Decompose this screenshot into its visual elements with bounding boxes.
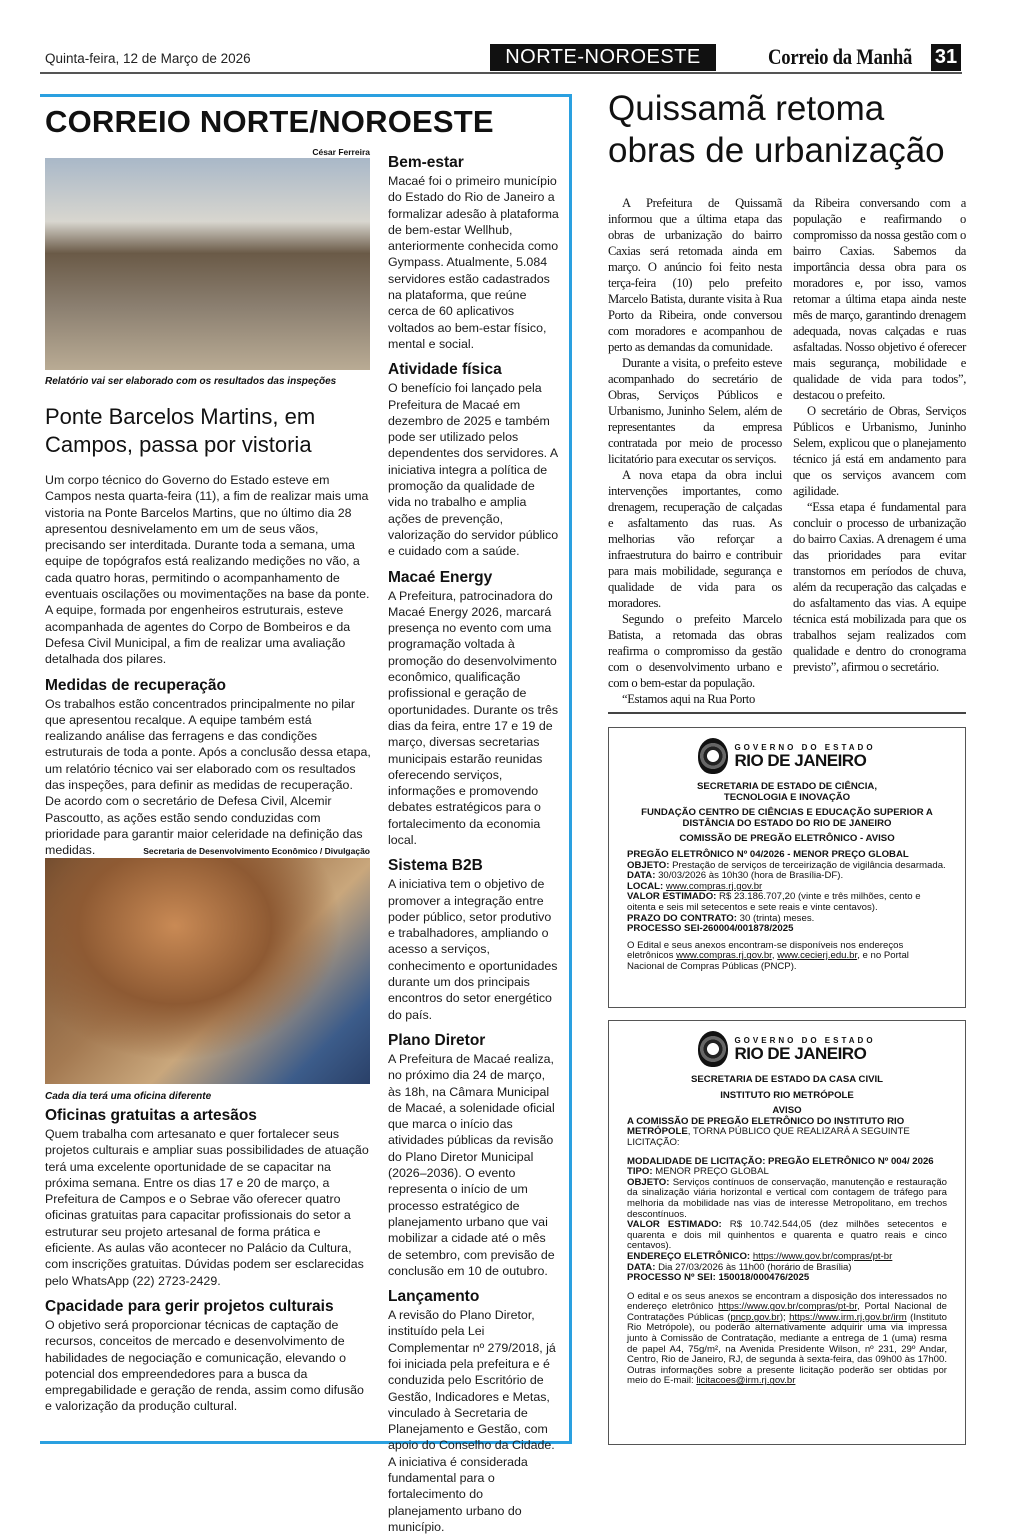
paragraph: Segundo o prefeito Marcelo Batista, a retomada das obras reafirma o compromisso da gestão com o desenvolvimento urbano e com o bem-estar da população. — [608, 612, 782, 690]
notice-line: AVISO — [772, 1105, 802, 1117]
section-label: NORTE-NOROESTE — [490, 44, 716, 71]
subheading: Cpacidade para gerir projetos culturais — [45, 1297, 334, 1315]
label: DATA: — [627, 1261, 656, 1273]
link[interactable]: https://www.gov.br/compras/pt-br — [718, 1301, 858, 1313]
link[interactable]: https://www.irm.rj.gov.br/irm — [789, 1311, 907, 1323]
subheading: Sistema B2B — [388, 857, 483, 875]
paragraph: “Estamos aqui na Rua Porto — [622, 692, 755, 706]
article-headline: Quissamã retoma obras de urbanização — [608, 89, 945, 170]
article-divider — [608, 712, 966, 714]
article-column — [793, 195, 966, 675]
paragraph: Os trabalhos estão concentrados principalmente no pilar que apresentou recalque. A equipe também está realizando análise das ferragens e das condições estruturais de toda a ponte. Após a conclusão dessa etapa, um relatório técnico vai ser elaborado com os resultados das inspeções, para definir as medidas de recuperação. De acordo com o secretário de Defesa Civil, Alcemir Pascoutto, as ações estão sendo conduzidas com prioridade para garantir maior celeridade na definição das medidas. — [45, 696, 371, 858]
intro: , TORNA PÚBLICO QUE REALIZARÁ A SEGUINTE LICITAÇÃO: — [627, 1126, 910, 1148]
notice-line: COMISSÃO DE PREGÃO ELETRÔNICO - AVISO — [679, 833, 895, 845]
logo-main: RIO DE JANEIRO — [734, 751, 867, 771]
section-top-rule — [40, 94, 572, 97]
link[interactable]: pncp.gov.br — [730, 1311, 780, 1323]
value: Prestação de serviços de terceirização de vigilância desarmada. — [669, 859, 946, 871]
pregao: PREGÃO ELETRÔNICO Nº 04/2026 - MENOR PREÇO GLOBAL — [627, 848, 909, 860]
subheading: Plano Diretor — [388, 1031, 486, 1049]
article-body — [45, 1106, 371, 1415]
state-seal-icon — [698, 738, 728, 774]
text: (Instituto Rio Metrópole), ou poderão alternativamente adquirir uma via impressa junto à Comissão de Contratação, mediante a entrega de 1 (uma) resma de papel A4, 75g/m², na Avenida Presidente Wilson, nº 231, 29º Andar, Centro, Rio de Janeiro, RJ, de segunda à sexta-feira, das 09h00 às 17h00. Outras informações sobre a presente licitação poderão ser obtidas por meio do E-mail: — [627, 1311, 947, 1387]
article-column — [608, 195, 782, 707]
subheading: Lançamento — [388, 1288, 480, 1306]
paragraph: Durante a visita, o prefeito esteve acompanhado do secretário de Obras, Serviços Públicos e Urbanismo, Juninho Selem, além de representantes da empresa contratada por meio de processo licitatório para executar os serviços. — [608, 356, 782, 466]
paragraph: A revisão do Plano Diretor, instituído pela Lei Complementar nº 279/2018, já foi iniciada pela prefeitura e é conduzida pelo Escritório de Gestão, Indicadores e Metas, vinculado à Secretaria de Planejamento e Gestão, com apoio do Conselho da Cidade. A iniciativa é considerada fundamental para o fortalecimento do planejamento urbano do município. — [388, 1308, 556, 1534]
processo: PROCESSO Nº SEI: 150018/000476/2025 — [627, 1272, 810, 1284]
modalidade: MODALIDADE DE LICITAÇÃO: PREGÃO ELETRÔNICO Nº 004/ 2026 — [627, 1155, 934, 1167]
label: PRAZO DO CONTRATO: — [627, 912, 737, 924]
value: R$ 23.186.707,20 (vinte e três milhões, cento e oitenta e seis mil setecentos e sete reais e vinte centavos). — [627, 891, 921, 913]
page-number: 31 — [931, 44, 961, 71]
paragraph: O secretário de Obras, Serviços Públicos e Urbanismo, Juninho Selem, explicou que o planejamento técnico já está em andamento para que os serviços avancem com agilidade. — [793, 404, 966, 498]
paragraph: Quem trabalha com artesanato e quer fortalecer seus projetos culturais e ampliar suas possibilidades de atuação terá uma excelente oportunidade de se capacitar na próxima semana. Entre os dias 17 e 20 de março, a Prefeitura de Campos e o Sebrae vão oferecer quatro oficinas gratuitas para capacitar profissionais do setor a estruturar seu projeto artesanal de forma prática e eficiente. As aulas vão acontecer no Palácio da Cultura, com inscrições gratuitas. Dúvidas podem ser esclarecidas pelo WhatsApp (22) 2723-2429. — [45, 1127, 369, 1288]
paragraph: “Essa etapa é fundamental para concluir o processo de urbanização do bairro Caxias. A drenagem é uma das prioridades para evitar transtornos em períodos de chuva, além da recuperação das calçadas e do asfaltamento das vias. A equipe técnica está mobilizada para que os trabalhos sejam realizados com qualidade e dentro do cronograma previsto”, afirmou o secretário. — [793, 500, 966, 674]
paragraph: da Ribeira conversando com a população e reafirmando o compromisso da nossa gestão com o bairro Caxias. Sabemos da importância dessa obra para os moradores e, por isso, vamos retomar a última etapa ainda neste mês de março, garantindo drenagem adequada, novas calçadas e ruas asfaltadas. Nosso objetivo é oferecer mais segurança, mobilidade e qualidade de vida para todos”, destacou o prefeito. — [793, 196, 966, 402]
article-body — [45, 472, 371, 859]
value: MENOR PREÇO GLOBAL — [652, 1166, 769, 1178]
paragraph: A Prefeitura, patrocinadora do Macaé Energy 2026, marcará presença no evento com uma programação voltada à promoção do desenvolvimento econômico, qualificação profissional e geração de oportunidades. Durante os três dias da feira, entre 17 e 19 de março, diversas secretarias municipais estarão reunidas oferecendo serviços, informações e promovendo debates estratégicos para o fortalecimento da economia local. — [388, 588, 559, 847]
bridge-inspection-photo — [45, 158, 370, 370]
logo-main: RIO DE JANEIRO — [734, 1044, 867, 1064]
section-right-rule — [569, 94, 572, 1444]
link[interactable]: https://www.gov.br/compras/pt-br — [752, 1250, 893, 1262]
link[interactable]: www.compras.rj.gov.br — [665, 880, 763, 892]
legal-notice-ad — [608, 727, 966, 1008]
intro: A COMISSÃO DE PREGÃO ELETRÔNICO DO INSTITUTO RIO METRÓPOLE — [627, 1115, 905, 1138]
processo: PROCESSO SEI-260004/001878/2025 — [627, 923, 794, 935]
paragraph: O objetivo será proporcionar técnicas de captação de recursos, conceitos de mercado e desenvolvimento de habilidades de negociação e comunicação, elevando o potencial dos empreendedores para a busca da empregabilidade e geração de renda, assim como difusão e valorização da produção cultural. — [45, 1317, 364, 1414]
paragraph: Macaé foi o primeiro município do Estado do Rio de Janeiro a formalizar adesão à plataforma de bem-estar Wellhub, anteriormente conhecida como Gympass. Atualmente, 5.084 servidores estão cadastrados na plataforma, que reúne cerca de 60 aplicativos voltados ao bem-estar físico, mental e social. — [388, 174, 559, 351]
paragraph: O benefício foi lançado pela Prefeitura de Macaé em dezembro de 2025 e também pode ser utilizado pelos dependentes dos servidores. A iniciativa integra a política de promoção da qualidade de vida no trabalho e amplia ações de prevenção, valorização do servidor público e cuidado com a saúde. — [388, 381, 559, 559]
text: O edital e os seus anexos se encontram a disposição dos interessados no endereço eletrônico — [627, 1290, 947, 1313]
paragraph: A Prefeitura de Macaé realiza, no próximo dia 24 de março, às 18h, na Câmara Municipal de Macaé, a solenidade oficial que marca o início das atividades públicas da revisão do Plano Diretor Municipal (2026–2036). O evento representa o início de um processo estratégico de planejamento urbano que vai mobilizar a cidade até o mês de setembro, com previsão de conclusão em 10 de outubro. — [388, 1051, 555, 1278]
photo-credit: Secretaria de Desenvolvimento Econômico / Divulgação — [143, 846, 370, 856]
text: , — [771, 950, 778, 962]
link[interactable]: www.cecierj.edu.br — [777, 950, 858, 962]
subheading: Oficinas gratuitas a artesãos — [45, 1107, 257, 1124]
newspaper-logo: Correio da Manhã — [768, 44, 913, 69]
legal-notice-ad — [608, 1020, 966, 1445]
header-divider — [40, 72, 962, 74]
notice-line: SECRETARIA DE ESTADO DE CIÊNCIA, TECNOLOGIA E INOVAÇÃO — [697, 781, 877, 803]
macae-column — [388, 148, 560, 1535]
value: R$ 10.742.544,05 (dez milhões setecentos e quarenta e dois mil quinhentos e quarenta e quatro reais e cinco centavos). — [627, 1219, 947, 1252]
photo-caption: Relatório vai ser elaborado com os resultados das inspeções — [45, 376, 337, 387]
government-logo — [627, 1031, 947, 1067]
text: , e no Portal Nacional de Compras Públicas (PNCP). — [627, 950, 909, 972]
label: OBJETO: — [627, 859, 670, 871]
value: Dia 27/03/2026 às 11h00 (horário de Brasília) — [655, 1261, 852, 1273]
photo-credit: César Ferreira — [312, 147, 370, 157]
notice-line: INSTITUTO RIO METRÓPOLE — [720, 1089, 854, 1101]
text: O Edital e seus anexos encontram-se disponíveis nos endereços eletrônicos — [627, 939, 904, 962]
label: OBJETO: — [627, 1176, 670, 1188]
subheading: Medidas de recuperação — [45, 676, 226, 694]
notice-details — [627, 1117, 947, 1387]
paragraph: A nova etapa da obra inclui intervenções importantes, como drenagem, recuperação de calçadas e asfaltamento das ruas. As melhorias vão reforçar a infraestrutura do bairro e contribuir para mais mobilidade, segurança e qualidade de vida para os moradores. — [608, 468, 782, 610]
email-link[interactable]: licitacoes@irm.rj.gov.br — [696, 1375, 796, 1387]
photo-caption: Cada dia terá uma oficina diferente — [45, 1091, 212, 1102]
paragraph: A Prefeitura de Quissamã informou que a última etapa das obras de urbanização do bairro Caxias será retomada ainda em março. O anúncio foi feito nesta terça-feira (10) pelo prefeito Marcelo Batista, durante visita à Rua Porto da Ribeira, onde conversou com moradores e acompanhou de perto as demandas da comunidade. — [608, 196, 782, 354]
logo-top: GOVERNO DO ESTADO — [734, 742, 876, 752]
paragraph: Um corpo técnico do Governo do Estado esteve em Campos nesta quarta-feira (11), a fim de realizar mais uma vistoria na Ponte Barcelos Martins, que no último dia 28 apresentou desnivelamento em um de seus vãos, precisando ser interditada. Durante toda a semana, uma equipe de topógrafos está realizando medições no vão, a cada quatro horas, permitindo o acompanhamento de eventuais oscilações ou movimentações na base da ponte. A equipe, formada por engenheiros estruturais, esteve acompanhada de agentes do Corpo de Bombeiros e da Defesa Civil Municipal, a fim de realizar uma avaliação detalhada dos pilares. — [45, 473, 370, 667]
label: TIPO: — [627, 1166, 653, 1178]
subheading: Bem-estar — [388, 154, 464, 171]
state-seal-icon — [698, 1031, 728, 1067]
section-title: CORREIO NORTE/NOROESTE — [45, 104, 494, 139]
label: VALOR ESTIMADO: — [627, 891, 717, 903]
notice-line: FUNDAÇÃO CENTRO DE CIÊNCIAS E EDUCAÇÃO SUPERIOR A DISTÂNCIA DO ESTADO DO RIO DE JANEIRO — [641, 807, 933, 829]
label: DATA: — [627, 870, 656, 882]
article-headline: Ponte Barcelos Martins, em Campos, passa por vistoria — [45, 404, 316, 457]
label: ENDEREÇO ELETRÔNICO: — [627, 1250, 751, 1262]
notice-details — [627, 850, 947, 973]
label: LOCAL: — [627, 880, 664, 892]
text: ); — [779, 1311, 790, 1323]
subheading: Macaé Energy — [388, 568, 493, 586]
text: , Portal Nacional de Contratações Públicas ( — [627, 1301, 947, 1323]
label: VALOR ESTIMADO: — [627, 1219, 722, 1231]
link[interactable]: www.compras.rj.gov.br — [676, 950, 772, 962]
value: Serviços contínuos de conservação, manutenção e restauração da sinalização viária horizontal e vertical com contagem de tráfego para melhoria da mobilidade nas vias de interesse Metropolitano, em trechos descontínuos. — [627, 1176, 947, 1220]
subheading: Atividade física — [388, 361, 502, 379]
issue-date: Quinta-feira, 12 de Março de 2026 — [45, 51, 251, 66]
paragraph: A iniciativa tem o objetivo de promover a integração entre poder público, setor produtivo e trabalhadores, ampliando o acesso a serviços, conhecimento e oportunidades durante um dos principais encontros do setor energético do país. — [388, 877, 558, 1022]
government-logo — [627, 738, 947, 774]
notice-line: SECRETARIA DE ESTADO DA CASA CIVIL — [690, 1074, 884, 1085]
value: 30 (trinta) meses. — [736, 912, 815, 924]
logo-top: GOVERNO DO ESTADO — [734, 1035, 876, 1045]
value: 30/03/2026 às 10h30 (hora de Brasília-DF). — [655, 870, 844, 882]
artisan-workshop-photo — [45, 858, 370, 1084]
